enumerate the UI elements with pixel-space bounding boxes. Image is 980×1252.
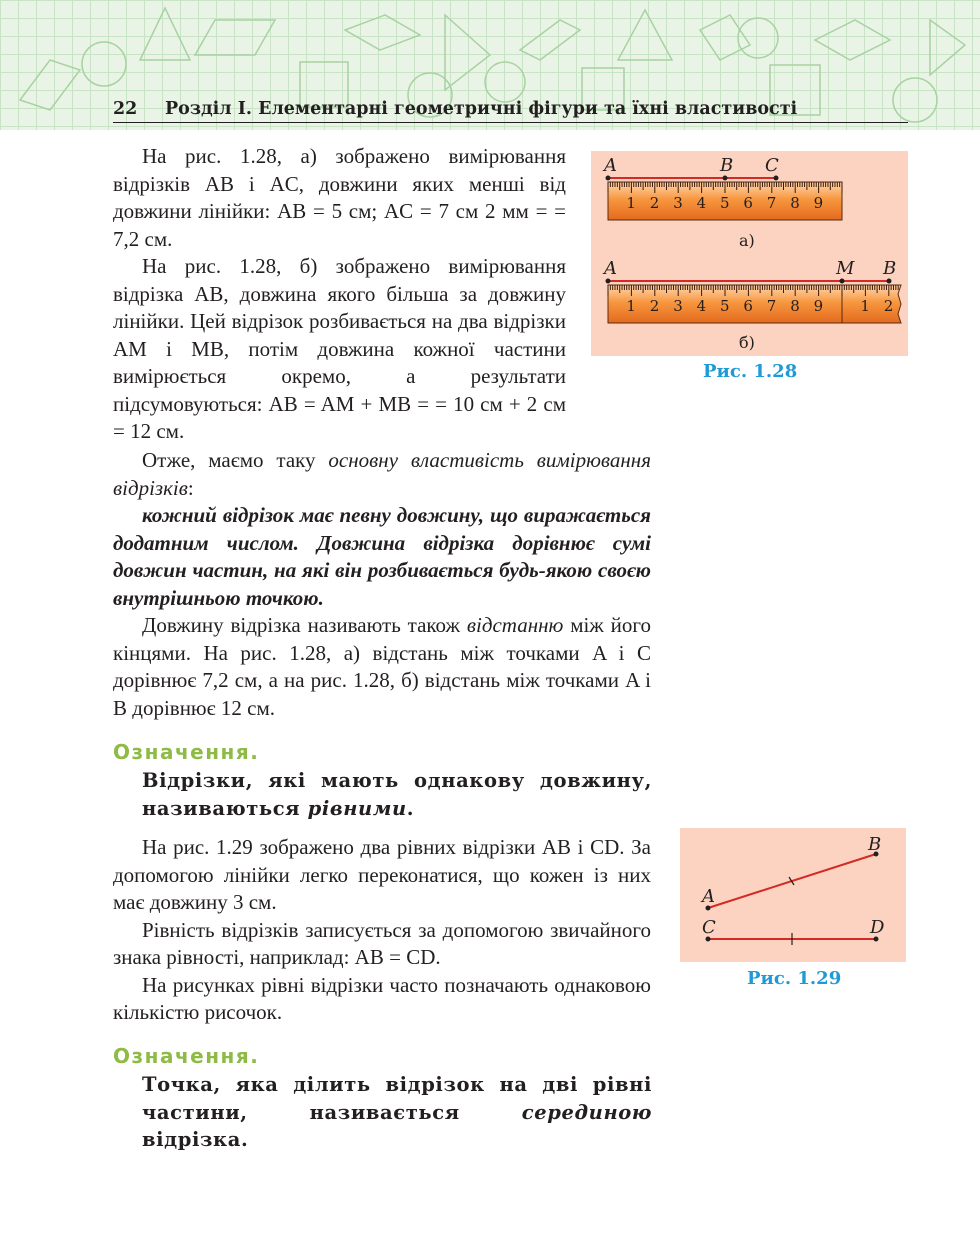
ruler-number: 1	[626, 194, 636, 212]
paragraph-4	[113, 612, 651, 722]
point-a-b	[606, 279, 611, 284]
definition-label-2: Означення.	[113, 1044, 260, 1068]
paragraph-7: На рисунках рівні відрізки часто позначають однаковою кількістю рисочок.	[113, 972, 651, 1024]
ruler-number: 9	[813, 194, 824, 212]
paragraph-4-prefix: Довжину відрізка називають також	[142, 613, 467, 637]
definition-1-term: рівними	[307, 796, 407, 820]
ruler-number: 1	[860, 297, 870, 315]
running-head	[113, 96, 908, 123]
label-b-b: B	[883, 258, 897, 279]
ruler-number: 8	[790, 297, 800, 315]
label-c: C	[702, 917, 716, 938]
paragraph-6: Рівність відрізків записується за допомогою звичайного знака рівності, наприклад: AB = CD.	[113, 917, 651, 969]
point-b-a	[723, 176, 728, 181]
label-a-a: A	[604, 155, 617, 176]
ruler-number: 4	[696, 297, 707, 315]
label-c-a: C	[765, 155, 779, 176]
figure-1-29-caption: Рис. 1.29	[747, 968, 842, 989]
ruler-number: 7	[766, 194, 777, 212]
paragraph-5: На рис. 1.29 зображено два рівних відрізки AB і CD. За допомогою лінійки легко переконатися, що кожен із них має довжину 3 см.	[113, 835, 651, 914]
ruler-number: 8	[790, 194, 800, 212]
label-d: D	[870, 917, 885, 938]
paragraph-4-suffix: між його кінцями. На рис. 1.28, а) відстань між точками A і C дорівнює 7,2 см, а на рис. 1.28, б) відстань між точками A і B дорівнює 12 см.	[113, 613, 651, 720]
ruler-number: 6	[743, 297, 753, 315]
definition-label-1: Означення.	[113, 740, 260, 764]
ruler-number: 3	[673, 297, 683, 315]
label-a-b: A	[604, 258, 617, 279]
point-a-a	[606, 176, 611, 181]
paragraph-1: На рис. 1.28, а) зображено вимірювання відрізків AB і AC, довжини яких менші від довжини лінійки: AB = 5 см; AC = 7 см 2 мм = = 7,2 см.	[113, 144, 566, 251]
ruler-number: 9	[813, 297, 824, 315]
paragraph-3-prefix: Отже, маємо таку	[142, 448, 329, 472]
chapter-title: Розділ І. Елементарні геометричні фігури та їхні властивості	[165, 99, 798, 119]
ruler-number: 2	[649, 194, 660, 212]
paragraph-2: На рис. 1.28, б) зображено вимірювання відрізка AB, довжина якого більша за довжину лінійки. Цей відрізок розбивається на два відрізки AM і MB, потім довжина кожної частини вимірюється окремо, а результати підсумовуються: AB = AM + MB = = 10 см + 2 см = 12 см.	[113, 254, 566, 443]
text-block-3	[113, 834, 651, 1027]
definition-2-prefix: Точка, яка ділить відрізок на дві рівні частини, називається	[142, 1073, 652, 1124]
definition-1	[142, 767, 652, 822]
subfig-a-label: а)	[739, 231, 755, 250]
label-a: A	[702, 886, 715, 907]
definition-2-suffix: відрізка.	[142, 1128, 249, 1151]
measurement-property-rule: кожний відрізок має певну довжину, що виражається додатним числом. Довжина відрізка дорівнює сумі довжин частин, на які він розбивається будь-якою своєю внутрішньою точкою.	[113, 503, 651, 610]
definition-2	[142, 1071, 652, 1154]
figure-1-28	[591, 151, 908, 356]
figure-1-29-drawing	[680, 828, 906, 962]
definition-1-suffix: .	[406, 796, 415, 820]
text-block-1	[113, 143, 566, 446]
paragraph-3	[113, 447, 651, 502]
ruler-number: 2	[883, 297, 894, 315]
point-m-b	[840, 279, 845, 284]
definition-2-term: серединою	[521, 1100, 652, 1124]
ruler-number: 6	[743, 194, 753, 212]
ruler-number: 2	[649, 297, 660, 315]
ruler-number: 1	[626, 297, 636, 315]
figure-1-28-drawing	[591, 151, 908, 356]
paragraph-3-suffix: :	[187, 475, 194, 500]
point-b-b	[887, 279, 892, 284]
label-b-a: B	[720, 155, 734, 176]
paragraph-4-term: відстанню	[466, 613, 564, 637]
paragraph-3-term: основну властивість вимірювання відрізків	[113, 448, 651, 500]
ruler-number: 5	[720, 297, 730, 315]
point-c-a	[774, 176, 779, 181]
ruler-number: 7	[766, 297, 777, 315]
label-m-b: M	[836, 258, 855, 279]
ruler-number: 5	[720, 194, 730, 212]
ruler-number: 3	[673, 194, 683, 212]
figure-1-28-caption: Рис. 1.28	[703, 361, 798, 382]
subfig-b-label: б)	[739, 333, 755, 352]
definition-1-prefix: Відрізки, які мають однакову довжину, називаються	[142, 769, 652, 820]
figure-1-29	[680, 828, 906, 962]
ruler-number: 4	[696, 194, 707, 212]
page-number: 22	[113, 99, 138, 119]
ruler-a-numbers	[626, 194, 823, 212]
label-b: B	[868, 834, 882, 855]
text-block-2	[113, 447, 651, 722]
